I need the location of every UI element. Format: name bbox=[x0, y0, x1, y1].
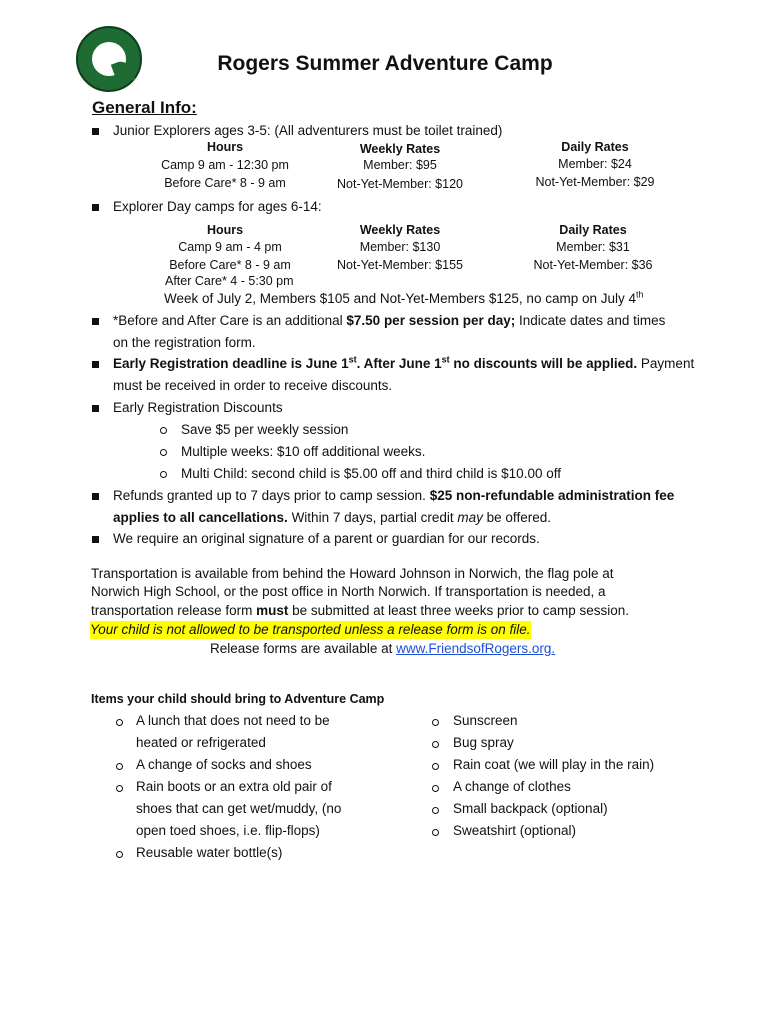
circle-bullet bbox=[432, 807, 439, 814]
transport-line3: transportation release form must be submitted at least three weeks prior to camp session. bbox=[91, 603, 630, 618]
refunds-note: Refunds granted up to 7 days prior to camp session. $25 non-refundable administration fee bbox=[113, 488, 675, 503]
junior-daily-0: Member: $24 bbox=[558, 157, 632, 171]
bullet bbox=[92, 361, 99, 368]
explorer-intro: Explorer Day camps for ages 6-14: bbox=[113, 199, 322, 214]
junior-daily-header: Daily Rates bbox=[561, 140, 629, 154]
circle-bullet bbox=[432, 719, 439, 726]
explorer-hours-header: Hours bbox=[206, 223, 244, 237]
discount-item: Multiple weeks: $10 off additional weeks. bbox=[181, 444, 426, 459]
item-left-cont: heated or refrigerated bbox=[136, 735, 266, 750]
circle-bullet bbox=[116, 785, 123, 792]
bullet bbox=[92, 128, 99, 135]
circle-bullet bbox=[116, 763, 123, 770]
bullet bbox=[92, 405, 99, 412]
item-right: Sweatshirt (optional) bbox=[453, 823, 577, 838]
item-left: Rain boots or an extra old pair of bbox=[136, 779, 332, 794]
circle-bullet bbox=[160, 471, 167, 478]
circle-bullet bbox=[160, 449, 167, 456]
explorer-weekly-header: Weekly Rates bbox=[359, 223, 441, 237]
circle-bullet bbox=[432, 741, 439, 748]
circle-bullet bbox=[432, 785, 439, 792]
discount-item: Save $5 per weekly session bbox=[181, 422, 349, 437]
junior-hours-0: Camp 9 am - 12:30 pm bbox=[161, 158, 289, 172]
item-left: A change of socks and shoes bbox=[136, 757, 312, 772]
transport-line2: Norwich High School, or the post office in North Norwich. If transportation is needed, a bbox=[91, 584, 606, 599]
bullet bbox=[92, 536, 99, 543]
item-right: Rain coat (we will play in the rain) bbox=[453, 757, 655, 772]
general-info-heading: General Info: bbox=[92, 98, 197, 117]
explorer-hours-0: Camp 9 am - 4 pm bbox=[178, 240, 282, 254]
bullet bbox=[92, 204, 99, 211]
signature-note: We require an original signature of a parent or guardian for our records. bbox=[113, 531, 540, 546]
bullet bbox=[92, 493, 99, 500]
explorer-july-note: Week of July 2, Members $105 and Not-Yet-Members $125, no camp on July 4th bbox=[164, 289, 644, 306]
care-note-line2: on the registration form. bbox=[113, 335, 256, 350]
release-forms-note: Release forms are available at www.FriendsofRogers.org. bbox=[210, 641, 556, 656]
junior-weekly-1: Not-Yet-Member: $120 bbox=[337, 177, 463, 191]
junior-intro: Junior Explorers ages 3-5: (All adventurers must be toilet trained) bbox=[113, 123, 503, 138]
junior-daily-1: Not-Yet-Member: $29 bbox=[535, 175, 655, 189]
junior-hours-1: Before Care* 8 - 9 am bbox=[164, 176, 286, 190]
explorer-weekly-0: Member: $130 bbox=[359, 240, 441, 254]
transport-line1: Transportation is available from behind the Howard Johnson in Norwich, the flag pole at bbox=[91, 566, 614, 581]
circle-bullet bbox=[116, 851, 123, 858]
explorer-weekly-1: Not-Yet-Member: $155 bbox=[337, 258, 463, 272]
circle-bullet bbox=[432, 763, 439, 770]
circle-bullet bbox=[160, 427, 167, 434]
explorer-daily-1: Not-Yet-Member: $36 bbox=[533, 258, 653, 272]
item-left: Reusable water bottle(s) bbox=[136, 845, 283, 860]
transport-warning: Your child is not allowed to be transported unless a release form is on file. bbox=[90, 622, 531, 637]
item-left-cont: open toed shoes, i.e. flip-flops) bbox=[136, 823, 320, 838]
early-registration-line2: must be received in order to receive discounts. bbox=[113, 378, 393, 393]
junior-weekly-header: Weekly Rates bbox=[359, 142, 441, 156]
discounts-heading: Early Registration Discounts bbox=[113, 400, 283, 415]
explorer-hours-2: After Care* 4 - 5:30 pm bbox=[165, 274, 294, 288]
early-registration-note: Early Registration deadline is June 1st. After June 1st no discounts will be applied. Payment bbox=[113, 354, 695, 371]
item-left: A lunch that does not need to be bbox=[136, 713, 330, 728]
junior-weekly-0: Member: $95 bbox=[363, 158, 437, 172]
explorer-daily-header: Daily Rates bbox=[559, 223, 627, 237]
item-left-cont: shoes that can get wet/muddy, (no bbox=[136, 801, 342, 816]
circle-bullet bbox=[432, 829, 439, 836]
explorer-hours-1: Before Care* 8 - 9 am bbox=[169, 258, 291, 272]
care-note: *Before and After Care is an additional $7.50 per session per day; Indicate dates and times bbox=[113, 313, 666, 328]
refunds-note-line2: applies to all cancellations. Within 7 days, partial credit may be offered. bbox=[113, 510, 551, 525]
items-heading: Items your child should bring to Adventure Camp bbox=[91, 692, 385, 706]
junior-hours-header: Hours bbox=[206, 140, 244, 154]
item-right: Sunscreen bbox=[453, 713, 518, 728]
explorer-daily-0: Member: $31 bbox=[556, 240, 630, 254]
item-right: Small backpack (optional) bbox=[453, 801, 608, 816]
item-right: A change of clothes bbox=[453, 779, 571, 794]
discount-item: Multi Child: second child is $5.00 off and third child is $10.00 off bbox=[181, 466, 561, 481]
friends-of-rogers-link[interactable]: www.FriendsofRogers.org. bbox=[396, 641, 556, 656]
item-right: Bug spray bbox=[453, 735, 514, 750]
circle-bullet bbox=[116, 719, 123, 726]
bullet bbox=[92, 318, 99, 325]
page-title: Rogers Summer Adventure Camp bbox=[217, 52, 553, 75]
